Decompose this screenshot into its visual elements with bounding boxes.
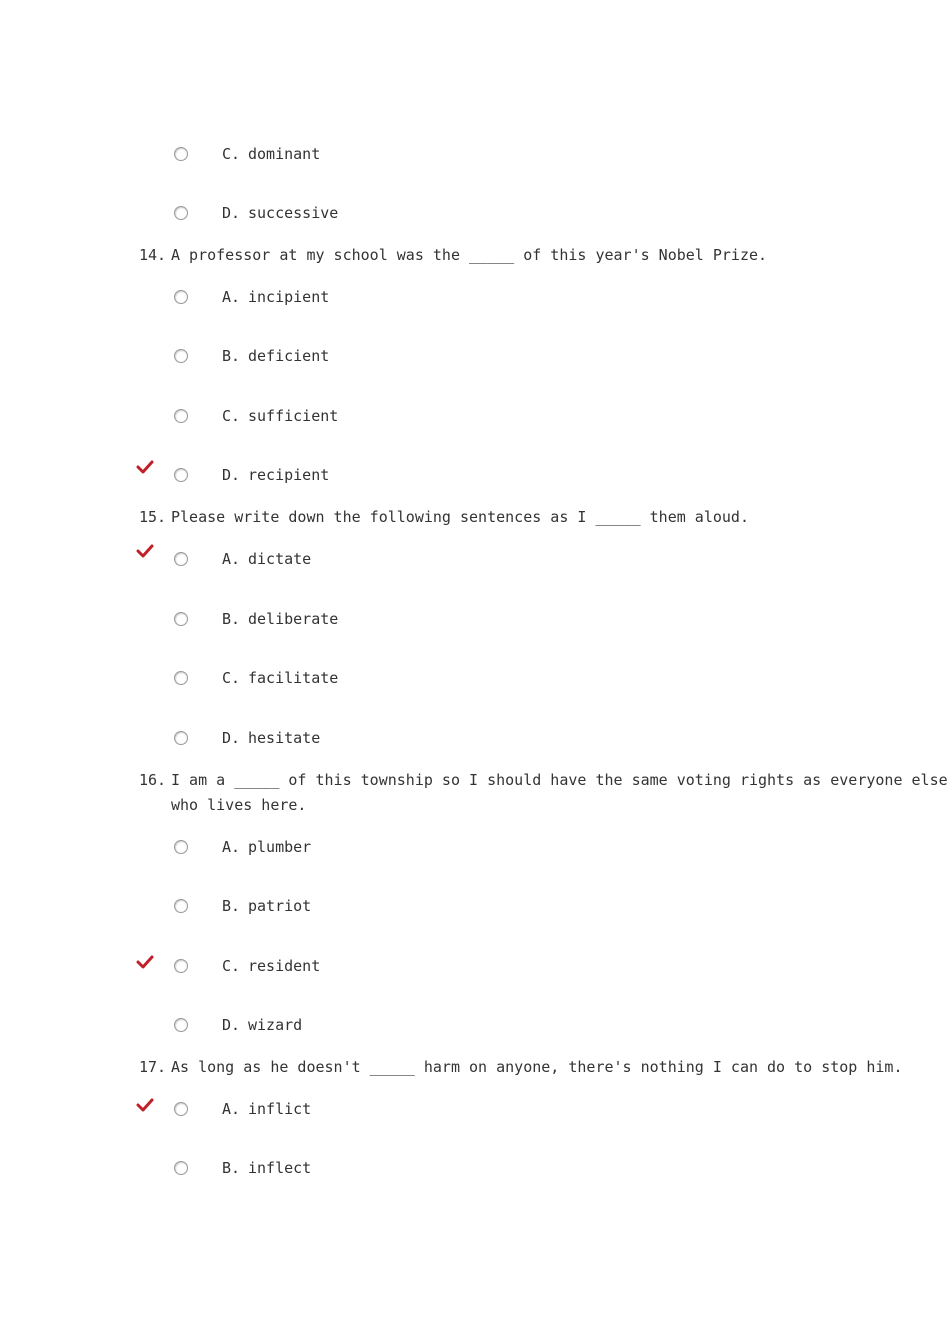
option-text: deliberate xyxy=(248,610,339,628)
radio-q17-a[interactable] xyxy=(174,1102,188,1116)
radio-q15-d[interactable] xyxy=(174,731,188,745)
option-letter: C. xyxy=(222,669,241,687)
option-letter: B. xyxy=(222,347,241,365)
option-text: deficient xyxy=(248,347,330,365)
option-letter: D. xyxy=(222,729,241,747)
option-text: sufficient xyxy=(248,407,339,425)
option-text: hesitate xyxy=(248,729,321,747)
radio-q16-c[interactable] xyxy=(174,959,188,973)
question-number: 16. xyxy=(139,771,167,789)
option-text: incipient xyxy=(248,288,330,306)
option-text: resident xyxy=(248,957,321,975)
radio-q16-a[interactable] xyxy=(174,840,188,854)
radio-q16-b[interactable] xyxy=(174,899,188,913)
question-text: A professor at my school was the _____ of this year's Nobel Prize. xyxy=(171,246,768,264)
question-14 xyxy=(139,243,767,268)
radio-q16-d[interactable] xyxy=(174,1018,188,1032)
option-letter: C. xyxy=(222,145,241,163)
checkmark-icon xyxy=(136,955,154,969)
option-text: patriot xyxy=(248,897,312,915)
radio-q13-d[interactable] xyxy=(174,206,188,220)
checkmark-icon xyxy=(136,1098,154,1112)
option-letter: A. xyxy=(222,288,241,306)
option-letter: B. xyxy=(222,610,241,628)
option-letter: A. xyxy=(222,550,241,568)
option-text: inflect xyxy=(248,1159,312,1177)
checkmark-icon xyxy=(136,460,154,474)
radio-q14-b[interactable] xyxy=(174,349,188,363)
question-text: Please write down the following sentences as I _____ them aloud. xyxy=(171,508,749,526)
option-letter: B. xyxy=(222,897,241,915)
checkmark-icon xyxy=(136,544,154,558)
option-letter: D. xyxy=(222,204,241,222)
question-text-continued: who lives here. xyxy=(171,796,307,814)
radio-q13-c[interactable] xyxy=(174,147,188,161)
option-letter: A. xyxy=(222,838,241,856)
option-text: plumber xyxy=(248,838,312,856)
radio-q14-d[interactable] xyxy=(174,468,188,482)
radio-q14-c[interactable] xyxy=(174,409,188,423)
radio-q15-b[interactable] xyxy=(174,612,188,626)
option-letter: C. xyxy=(222,407,241,425)
question-text: I am a _____ of this township so I should have the same voting rights as everyone else xyxy=(171,771,948,789)
option-letter: A. xyxy=(222,1100,241,1118)
option-text: recipient xyxy=(248,466,330,484)
option-text: dictate xyxy=(248,550,312,568)
option-letter: D. xyxy=(222,1016,241,1034)
option-text: inflict xyxy=(248,1100,312,1118)
question-number: 17. xyxy=(139,1058,167,1076)
option-text: dominant xyxy=(248,145,321,163)
question-number: 14. xyxy=(139,246,167,264)
question-16 xyxy=(139,768,948,818)
radio-q17-b[interactable] xyxy=(174,1161,188,1175)
option-text: wizard xyxy=(248,1016,303,1034)
option-text: successive xyxy=(248,204,339,222)
option-letter: C. xyxy=(222,957,241,975)
question-text: As long as he doesn't _____ harm on anyone, there's nothing I can do to stop him. xyxy=(171,1058,903,1076)
question-17 xyxy=(139,1055,903,1080)
radio-q14-a[interactable] xyxy=(174,290,188,304)
option-letter: B. xyxy=(222,1159,241,1177)
question-number: 15. xyxy=(139,508,167,526)
radio-q15-a[interactable] xyxy=(174,552,188,566)
radio-q15-c[interactable] xyxy=(174,671,188,685)
option-letter: D. xyxy=(222,466,241,484)
option-text: facilitate xyxy=(248,669,339,687)
question-15 xyxy=(139,505,749,530)
